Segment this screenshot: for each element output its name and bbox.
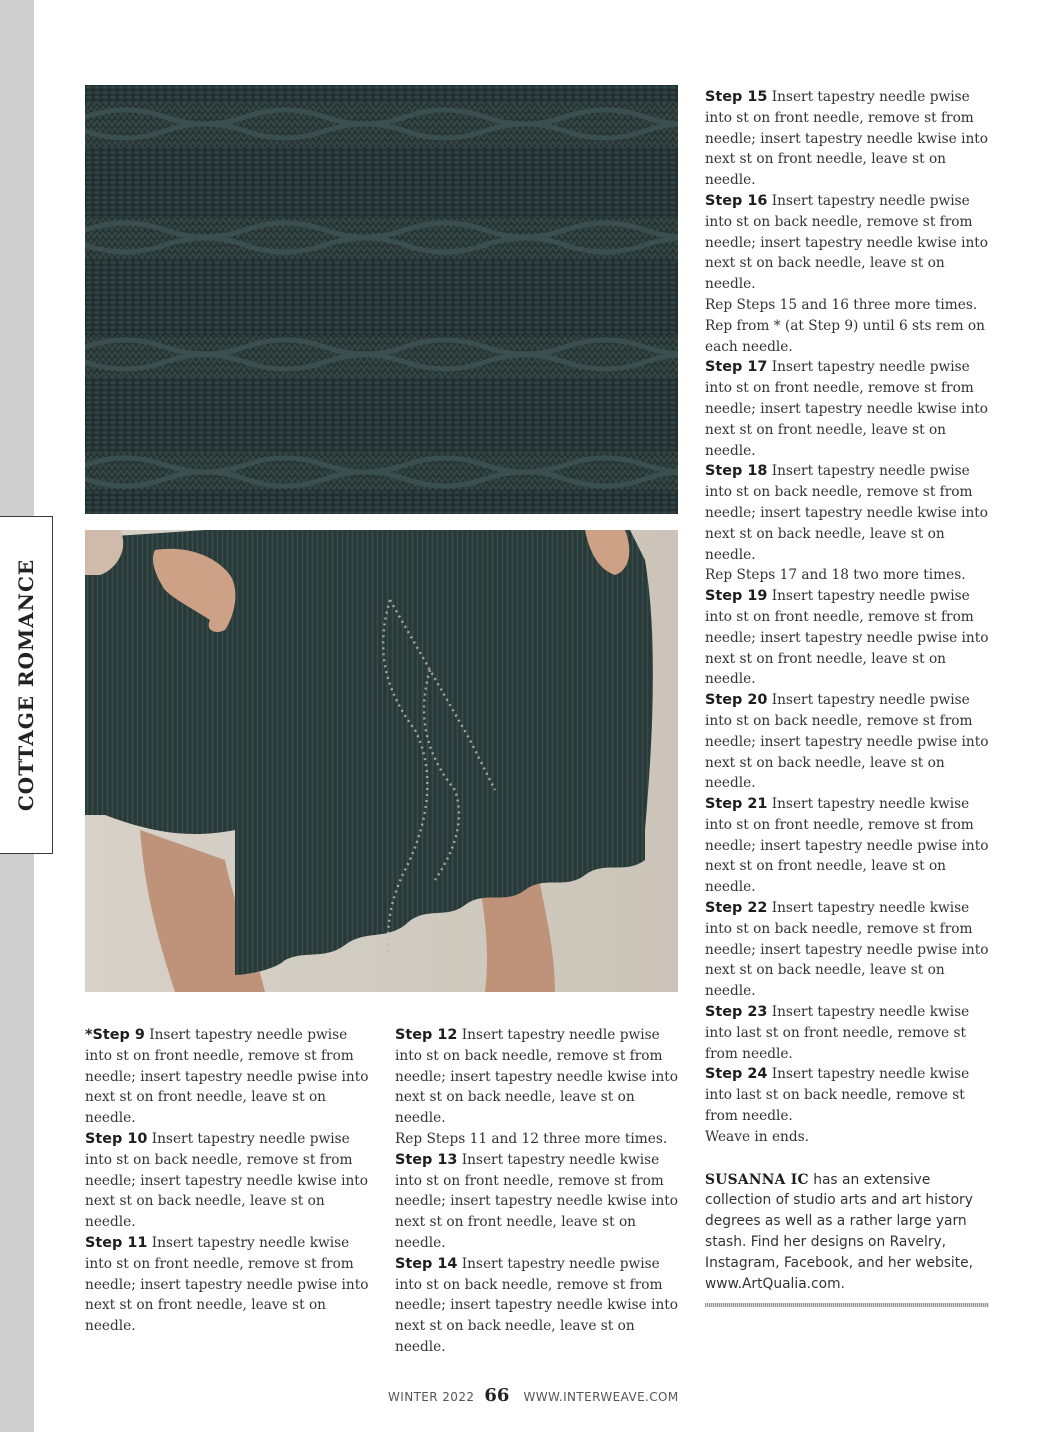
section-tab-label: COTTAGE ROMANCE: [14, 558, 38, 812]
instructions-column-2: [395, 1025, 687, 1358]
step-label: Step 20: [705, 692, 768, 709]
cable-texture-photo: [85, 85, 678, 514]
step-text: Insert tapestry needle pwise into st on back needle, remove st from needle; insert tapestry needle kwise into next st on back needle, leave st on needle.: [705, 192, 989, 293]
step-label: Step 11: [85, 1234, 148, 1251]
step-label: Step 15: [705, 89, 768, 105]
footer-website: WWW.INTERWEAVE.COM: [523, 1390, 679, 1404]
instruction-note: [395, 1129, 687, 1150]
step-21: [705, 794, 997, 898]
step-label: Step 21: [705, 796, 768, 813]
step-text: Insert tapestry needle kwise into last st on back needle, remove st from needle.: [705, 1066, 970, 1125]
step-text: Insert tapestry needle pwise into st on back needle, remove st from needle; insert tapestry needle kwise into next st on back needle, leave st on needle.: [395, 1255, 679, 1355]
step-text: Insert tapestry needle pwise into st on front needle, remove st from needle; insert tapestry needle kwise into next st on front needle, leave st on needle.: [705, 89, 989, 189]
step-label: Step 18: [705, 463, 768, 480]
instruction-note: [705, 565, 997, 586]
author-name: SUSANNA IC: [705, 1171, 809, 1188]
step-text: Insert tapestry needle pwise into st on back needle, remove st from needle; insert tapestry needle kwise into next st on back needle, leave st on needle.: [395, 1027, 679, 1127]
instruction-note: [705, 295, 997, 316]
step-text: Insert tapestry needle pwise into st on back needle, remove st from needle; insert tapestry needle pwise into next st on back needle, leave st on needle.: [705, 692, 989, 792]
step-text: Rep Steps 11 and 12 three more times.: [395, 1130, 668, 1147]
step-label: Step 14: [395, 1255, 458, 1272]
author-bio-text: has an extensive collection of studio arts and art history degrees as well as a rather large yarn stash. Find her designs on Ravelry, Instagram, Facebook, and her website, www.ArtQualia.com.: [705, 1171, 974, 1292]
step-label: Step 10: [85, 1130, 148, 1147]
step-22: [705, 898, 997, 1002]
step-label: Step 22: [705, 900, 768, 917]
step-label: Step 19: [705, 588, 768, 605]
step-15: [705, 87, 997, 191]
skirt-photo: [85, 530, 678, 992]
bio-divider: [705, 1303, 989, 1307]
step-label: Step 13: [395, 1151, 458, 1168]
step-text: Insert tapestry needle pwise into st on back needle, remove st from needle; insert tapestry needle kwise into next st on back needle, leave st on needle.: [705, 463, 989, 563]
step-label: Step 23: [705, 1004, 768, 1021]
step-text: Weave in ends.: [705, 1128, 809, 1145]
step-label: *Step 9: [85, 1027, 145, 1043]
instructions-column-1: [85, 1025, 377, 1337]
step-text: Insert tapestry needle pwise into st on front needle, remove st from needle; insert tapestry needle pwise into next st on front needle, leave st on needle.: [85, 1027, 369, 1127]
step-13: [395, 1150, 687, 1254]
step-23: [705, 1002, 997, 1064]
step-text: Insert tapestry needle kwise into st on front needle, remove st from needle; insert tapestry needle kwise into next st on front needle, leave st on needle.: [395, 1151, 679, 1251]
instructions-column-3: [705, 87, 997, 1307]
step-label: Step 12: [395, 1027, 458, 1043]
step-label: Step 16: [705, 192, 768, 209]
step-label: Step 17: [705, 359, 768, 376]
instruction-note: [705, 1127, 997, 1148]
step-19: [705, 586, 997, 690]
step-18: [705, 461, 997, 565]
step-16: [705, 191, 997, 295]
step-24: [705, 1064, 997, 1126]
step-label: Step 24: [705, 1066, 768, 1083]
step-text: Insert tapestry needle kwise into st on front needle, remove st from needle; insert tapestry needle pwise into next st on front needle, leave st on needle.: [85, 1234, 369, 1335]
step-text: Rep from * (at Step 9) until 6 sts rem on each needle.: [705, 317, 985, 355]
step-text: Insert tapestry needle pwise into st on front needle, remove st from needle; insert tapestry needle kwise into next st on front needle, leave st on needle.: [705, 359, 989, 459]
step-14: [395, 1254, 687, 1358]
step-text: Insert tapestry needle kwise into st on back needle, remove st from needle; insert tapestry needle pwise into next st on back needle, leave st on needle.: [705, 900, 989, 1000]
step-text: Insert tapestry needle kwise into st on front needle, remove st from needle; insert tapestry needle pwise into next st on front needle, leave st on needle.: [705, 796, 989, 896]
step-10: [85, 1129, 377, 1233]
step-text: Rep Steps 17 and 18 two more times.: [705, 567, 966, 584]
step-text: Insert tapestry needle pwise into st on back needle, remove st from needle; insert tapestry needle kwise into next st on back needle, leave st on needle.: [85, 1130, 369, 1231]
section-tab: [0, 516, 53, 854]
step-9: [85, 1025, 377, 1129]
step-text: Insert tapestry needle kwise into last st on front needle, remove st from needle.: [705, 1004, 970, 1062]
step-17: [705, 357, 997, 461]
step-12: [395, 1025, 687, 1129]
footer-issue: WINTER 2022: [388, 1390, 475, 1404]
step-text: Insert tapestry needle pwise into st on front needle, remove st from needle; insert tapestry needle pwise into next st on front needle, leave st on needle.: [705, 588, 989, 688]
step-text: Rep Steps 15 and 16 three more times.: [705, 296, 978, 313]
instruction-note: [705, 316, 997, 358]
author-bio: [705, 1170, 997, 1295]
step-20: [705, 690, 997, 794]
step-11: [85, 1233, 377, 1337]
page-number: 66: [484, 1385, 510, 1406]
